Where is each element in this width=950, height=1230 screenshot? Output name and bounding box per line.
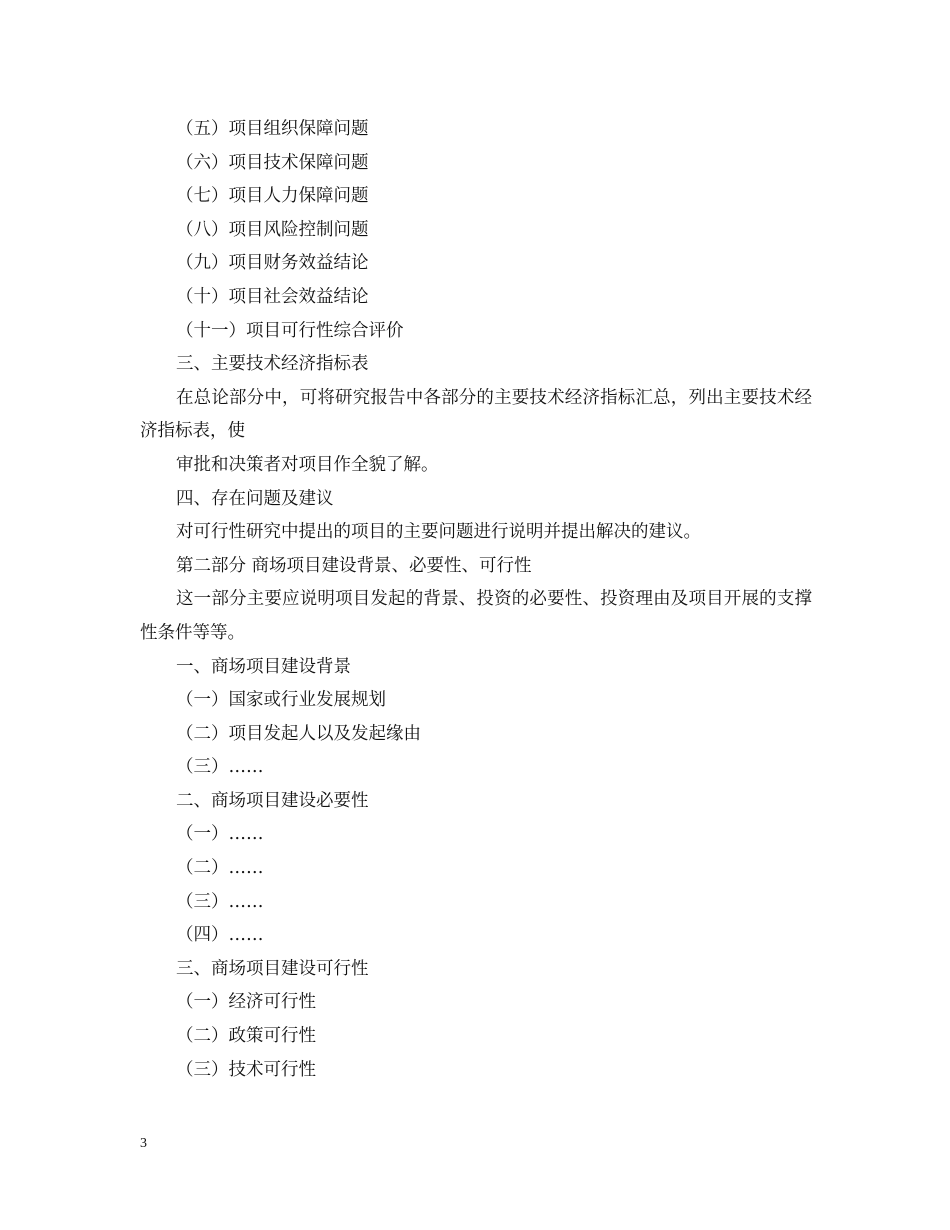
paragraph-continuation: 审批和决策者对项目作全貌了解。 xyxy=(176,454,439,475)
list-item: （六）项目技术保障问题 xyxy=(176,152,369,173)
list-item: （七）项目人力保障问题 xyxy=(176,186,369,207)
paragraph: 对可行性研究中提出的项目的主要问题进行说明并提出解决的建议。 xyxy=(176,522,701,543)
section-heading: 三、商场项目建设可行性 xyxy=(176,958,369,979)
list-item: （四）…… xyxy=(176,925,264,946)
list-item: （三）技术可行性 xyxy=(176,1059,316,1080)
list-item: （十）项目社会效益结论 xyxy=(176,286,369,307)
list-item: （二）政策可行性 xyxy=(176,1026,316,1047)
page-number: 3 xyxy=(140,1136,147,1151)
section-heading: 一、商场项目建设背景 xyxy=(176,656,351,677)
list-item: （八）项目风险控制问题 xyxy=(176,219,369,240)
page-body xyxy=(140,113,812,1087)
list-item: （十一）项目可行性综合评价 xyxy=(176,320,404,341)
section-heading: 三、主要技术经济指标表 xyxy=(176,354,369,375)
list-item: （二）项目发起人以及发起缘由 xyxy=(176,723,421,744)
list-item: （一）经济可行性 xyxy=(176,992,316,1013)
section-heading: 二、商场项目建设必要性 xyxy=(176,790,369,811)
list-item: （三）…… xyxy=(176,891,264,912)
part-title: 第二部分 商场项目建设背景、必要性、可行性 xyxy=(176,555,532,576)
list-item: （九）项目财务效益结论 xyxy=(176,253,369,274)
list-item: （五）项目组织保障问题 xyxy=(176,119,369,139)
paragraph: 在总论部分中，可将研究报告中各部分的主要技术经济指标汇总，列出主要技术经济指标表，使 xyxy=(140,387,812,442)
list-item: （二）…… xyxy=(176,858,264,879)
paragraph: 这一部分主要应说明项目发起的背景、投资的必要性、投资理由及项目开展的支撑性条件等等。 xyxy=(140,589,812,643)
list-item: （三）…… xyxy=(176,757,264,778)
list-item: （一）…… xyxy=(176,824,264,845)
section-heading: 四、存在问题及建议 xyxy=(176,488,334,509)
list-item: （一）国家或行业发展规划 xyxy=(176,690,386,711)
